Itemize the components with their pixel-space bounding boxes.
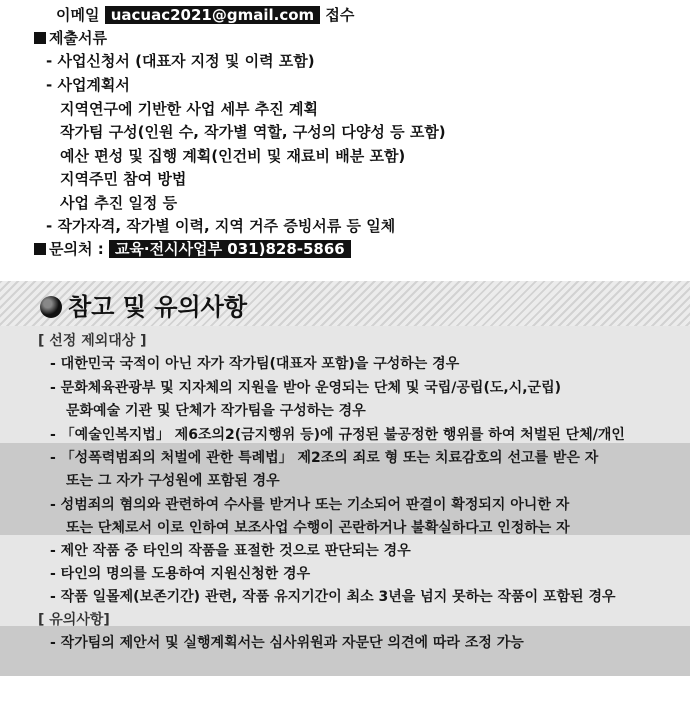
circle-bullet-icon xyxy=(40,296,62,318)
square-bullet-icon xyxy=(34,243,46,255)
document-subitem: 지역연구에 기반한 사업 세부 추진 계획 xyxy=(60,100,318,118)
exclusion-item: - 작품 일몰제(보존기간) 관련, 작품 유지기간이 최소 3년을 넘지 못하는 작품이 포함된 경우 xyxy=(50,589,616,605)
exclusion-heading: [ 선정 제외대상 ] xyxy=(38,333,147,349)
notice-panel xyxy=(0,281,690,676)
documents-heading-row xyxy=(34,27,107,49)
exclusion-item-cont: 문화예술 기관 및 단체가 작가팀을 구성하는 경우 xyxy=(66,403,366,419)
exclusion-item: - 대한민국 국적이 아닌 자가 작가팀(대표자 포함)을 구성하는 경우 xyxy=(50,356,460,372)
contact-label: 문의처 : xyxy=(49,240,104,258)
exclusion-item-cont: 또는 그 자가 구성원에 포함된 경우 xyxy=(66,473,280,489)
exclusion-item-cont: 또는 단체로서 이로 인하여 보조사업 수행이 곤란하거나 불확실하다고 인정하는 자 xyxy=(66,520,570,536)
exclusion-item: - 성범죄의 혐의와 관련하여 수사를 받거나 또는 기소되어 판결이 확정되지 아니한 자 xyxy=(50,497,570,513)
document-subitem: 사업 추진 일정 등 xyxy=(60,194,178,212)
contact-value: 교육·전시사업부 031)828-5866 xyxy=(109,240,351,258)
document-item: - 사업계획서 xyxy=(46,76,130,94)
exclusion-item: - 「성폭력범죄의 처벌에 관한 특례법」 제2조의 죄로 형 또는 치료감호의 선고를 받은 자 xyxy=(50,450,599,466)
square-bullet-icon xyxy=(34,32,46,44)
email-row xyxy=(56,4,354,26)
caution-item: - 작가팀의 제안서 및 실행계획서는 심사위원과 자문단 의견에 따라 조정 가능 xyxy=(50,635,524,651)
exclusion-item: - 제안 작품 중 타인의 작품을 표절한 것으로 판단되는 경우 xyxy=(50,543,411,559)
exclusion-item: - 문화체육관광부 및 지자체의 지원을 받아 운영되는 단체 및 국립/공립(도,시,군립) xyxy=(50,380,561,396)
documents-heading: 제출서류 xyxy=(49,29,107,47)
email-suffix: 접수 xyxy=(325,6,355,24)
email-label: 이메일 xyxy=(56,6,100,24)
exclusion-item: - 타인의 명의를 도용하여 지원신청한 경우 xyxy=(50,566,311,582)
document-subitem: 작가팀 구성(인원 수, 작가별 역할, 구성의 다양성 등 포함) xyxy=(60,123,446,141)
contact-row xyxy=(34,238,351,260)
notice-title: 참고 및 유의사항 xyxy=(68,293,247,321)
document-item: - 작가자격, 작가별 이력, 지역 거주 증빙서류 등 일체 xyxy=(46,217,396,235)
email-address[interactable]: uacuac2021@gmail.com xyxy=(105,6,320,24)
document-item: - 사업신청서 (대표자 지정 및 이력 포함) xyxy=(46,52,315,70)
notice-title-row xyxy=(40,292,247,322)
document-subitem: 예산 편성 및 집행 계획(인건비 및 재료비 배분 포함) xyxy=(60,147,406,165)
document-subitem: 지역주민 참여 방법 xyxy=(60,170,187,188)
exclusion-item: - 「예술인복지법」 제6조의2(금지행위 등)에 규정된 불공정한 행위를 하여 처벌된 단체/개인 xyxy=(50,427,625,443)
caution-heading: [ 유의사항] xyxy=(38,612,110,628)
